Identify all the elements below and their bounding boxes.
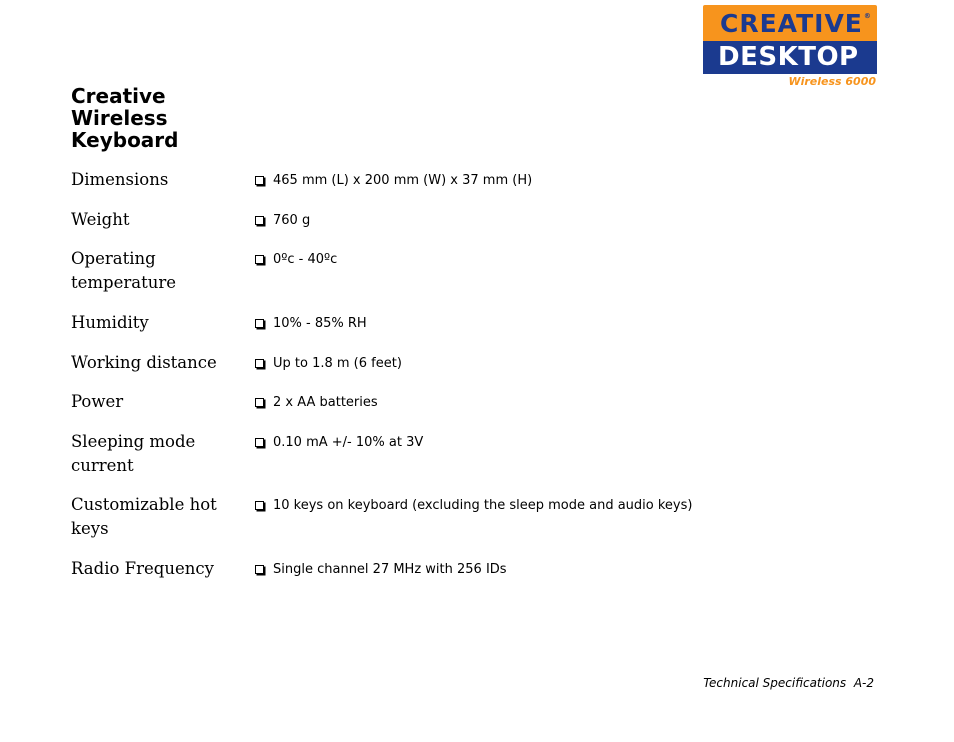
- spec-value-sleeping-mode-current: [255, 434, 423, 452]
- checkbox-bullet-icon: [255, 176, 264, 185]
- spec-value-text: 2 x AA batteries: [273, 395, 378, 410]
- spec-value-text: 0ºc - 40ºc: [273, 252, 338, 267]
- page-title-line-2: Wireless: [71, 106, 168, 130]
- spec-value-text: 10% - 85% RH: [273, 316, 367, 331]
- footer-page-number: A-2: [853, 676, 874, 690]
- spec-value-text: Single channel 27 MHz with 256 IDs: [273, 562, 507, 577]
- spec-value-humidity: [255, 315, 367, 333]
- page-footer: [703, 676, 874, 690]
- spec-value-power: [255, 394, 378, 412]
- spec-value-text: 10 keys on keyboard (excluding the sleep mode and audio keys): [273, 498, 693, 513]
- checkbox-bullet-icon: [255, 438, 264, 447]
- checkbox-bullet-icon: [255, 501, 264, 510]
- logo-brand-band: [703, 5, 877, 42]
- checkbox-bullet-icon: [255, 359, 264, 368]
- spec-label-humidity: Humidity: [71, 313, 149, 332]
- creative-desktop-logo: [703, 5, 878, 89]
- checkbox-bullet-icon: [255, 255, 264, 264]
- spec-label-weight: Weight: [71, 210, 130, 229]
- logo-model-text: Wireless 6000: [788, 75, 876, 88]
- logo-product-text: DESKTOP: [718, 42, 859, 72]
- spec-label-power: Power: [71, 392, 124, 411]
- checkbox-bullet-icon: [255, 565, 264, 574]
- checkbox-bullet-icon: [255, 216, 264, 225]
- spec-label-dimensions: Dimensions: [71, 170, 169, 189]
- spec-label-radio-frequency: Radio Frequency: [71, 559, 214, 578]
- spec-value-dimensions: [255, 172, 532, 190]
- page-title-line-3: Keyboard: [71, 128, 179, 152]
- spec-label-sleeping-mode-current: Sleeping mode current: [71, 432, 196, 475]
- spec-value-text: 465 mm (L) x 200 mm (W) x 37 mm (H): [273, 173, 533, 188]
- page-title: [71, 85, 231, 151]
- spec-label-working-distance: Working distance: [71, 353, 217, 372]
- spec-value-weight: [255, 212, 310, 230]
- registered-mark: ®: [863, 12, 872, 20]
- logo-product-band: [703, 41, 877, 74]
- spec-value-text: 760 g: [273, 213, 311, 228]
- spec-value-operating-temperature: [255, 251, 337, 269]
- spec-value-text: 0.10 mA +/- 10% at 3V: [273, 435, 424, 450]
- spec-value-working-distance: [255, 355, 402, 373]
- spec-value-radio-frequency: [255, 561, 507, 579]
- spec-value-customizable-hot-keys: [255, 497, 692, 515]
- footer-section-title: Technical Specifications: [703, 676, 847, 690]
- checkbox-bullet-icon: [255, 398, 264, 407]
- spec-label-customizable-hot-keys: Customizable hot keys: [71, 495, 217, 538]
- spec-value-text: Up to 1.8 m (6 feet): [273, 356, 402, 371]
- spec-label-operating-temperature: Operating temperature: [71, 249, 177, 292]
- logo-brand-text: CREATIVE: [720, 9, 863, 38]
- page-title-line-1: Creative: [71, 84, 166, 108]
- checkbox-bullet-icon: [255, 319, 264, 328]
